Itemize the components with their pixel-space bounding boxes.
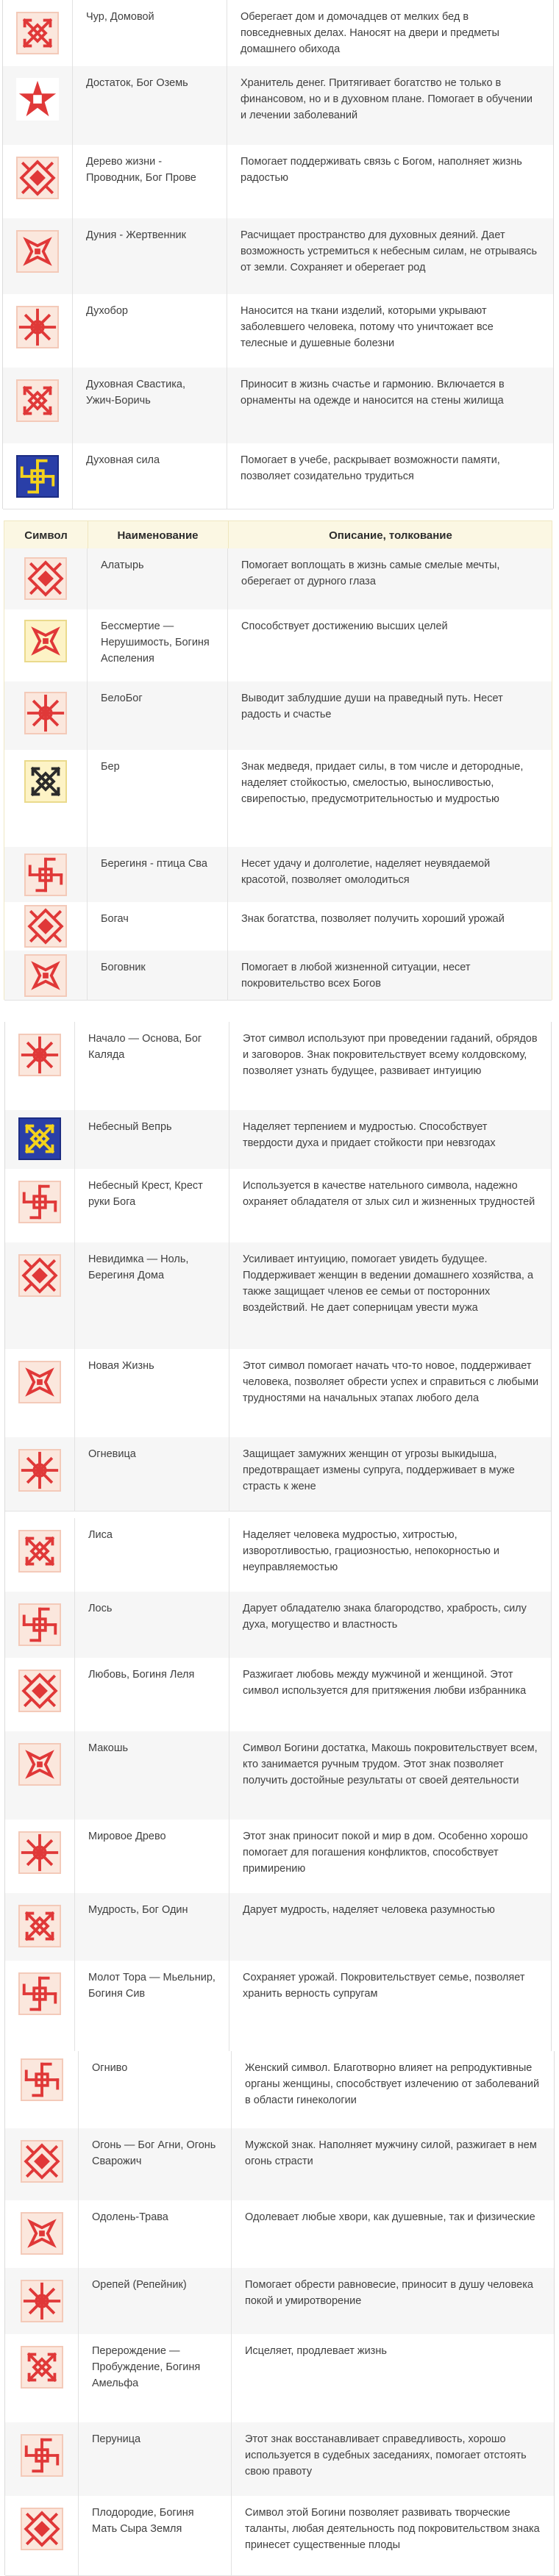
symbol-cell — [5, 1658, 75, 1731]
table-row — [3, 0, 553, 67]
table-row — [5, 2334, 554, 2423]
name-cell: Боговник — [88, 951, 228, 1000]
symbol-cell — [5, 1961, 75, 2051]
table-row — [5, 2200, 554, 2269]
description-cell: Наделяет терпением и мудростью. Способствует твердости духа и придает стойкости при невзгодах — [243, 1121, 496, 1149]
table-row — [3, 368, 553, 444]
name-cell: Одолень-Трава — [79, 2200, 232, 2268]
table-row — [4, 609, 552, 682]
symbol-cell — [5, 2334, 79, 2422]
bereginya-icon — [24, 854, 67, 896]
description-cell: Знак медведя, придает силы, в том числе и детородные, наделяет стойкостью, смелостью, выносливостью, свирепостью, предусмотрительностью и мудростью — [241, 761, 524, 805]
table-row — [5, 1110, 551, 1170]
table-row — [5, 1592, 551, 1659]
table-row — [5, 1349, 551, 1438]
ber-icon — [24, 760, 67, 803]
description-cell: Оберегает дом и домочадцев от мелких бед в повседневных делах. Наносят на двери и предметы домашнего обихода — [241, 11, 499, 55]
nebesnyy-krest-icon — [18, 1181, 61, 1223]
description-cell: Женский символ. Благотворно влияет на репродуктивные органы женщины, способствует излечению от заболеваний в области гинекологии — [245, 2062, 540, 2106]
dukhovnaya-sila-icon — [16, 455, 59, 498]
symbol-cell — [4, 548, 88, 609]
symbol-cell — [5, 2422, 79, 2496]
description-cell: Мужской знак. Наполняет мужчину силой, разжигает в нем огонь страсти — [245, 2139, 537, 2167]
table-row — [4, 681, 552, 751]
name-cell: Небесный Крест, Крест руки Бога — [75, 1169, 229, 1242]
symbol-cell — [5, 1437, 75, 1511]
symbols-table-4 — [4, 2051, 555, 2575]
symbols-table-2 — [4, 520, 552, 1000]
symbol-cell — [5, 1592, 75, 1658]
symbol-cell — [3, 218, 73, 294]
bogach-icon — [24, 905, 67, 948]
name-cell: Бер — [88, 750, 228, 847]
table-row — [4, 951, 552, 1001]
symbol-cell — [5, 1349, 75, 1437]
los-icon — [18, 1603, 61, 1646]
name-cell: Небесный Вепрь — [75, 1110, 229, 1169]
table-body — [4, 1022, 552, 2051]
symbol-cell — [4, 951, 88, 1000]
header-symbol: Символ — [4, 521, 88, 549]
header-name: Наименование — [88, 521, 229, 549]
symbol-cell — [4, 681, 88, 750]
nevidimka-icon — [18, 1254, 61, 1297]
symbol-cell — [4, 902, 88, 951]
description-cell: Символ этой Богини позволяет развивать творческие таланты, любая деятельность под покровительством знака принесет существенные плоды — [245, 2507, 540, 2551]
ognivo-icon — [21, 2058, 63, 2101]
symbol-cell — [5, 1731, 75, 1820]
name-cell: Огневица — [75, 1437, 229, 1511]
description-cell: Хранитель денег. Притягивает богатство не только в финансовом, но и в духовном плане. Помогает в обучении и лечении заболеваний — [241, 77, 533, 121]
description-cell: Помогает поддерживать связь с Богом, наполняет жизнь радостью — [241, 156, 522, 184]
description-cell: Помогает обрести равновесие, приносит в душу человека покой и умиротворение — [245, 2279, 533, 2307]
description-cell: Выводит заблудшие души на праведный путь. Несет радость и счастье — [241, 693, 503, 720]
table-row — [3, 145, 553, 219]
table-row — [4, 902, 552, 951]
name-cell: Чур, Домовой — [73, 0, 227, 66]
name-cell: Любовь, Богиня Леля — [75, 1658, 229, 1731]
table-row — [5, 2422, 554, 2497]
name-cell: Огниво — [79, 2051, 232, 2128]
table-row — [4, 847, 552, 903]
description-cell: Наделяет человека мудростью, хитростью, изворотливостью, грациозностью, непокорностью и неуправляемостью — [243, 1529, 499, 1573]
mudrost-icon — [18, 1905, 61, 1947]
symbol-cell — [5, 2051, 79, 2128]
symbol-cell — [3, 294, 73, 368]
plodorodie-icon — [21, 2508, 63, 2550]
description-cell: Расчищает пространство для духовных деяний. Дает возможность устремиться к небесным силам, не отрываясь от земли. Сохраняет и оберегает род — [241, 229, 538, 273]
name-cell: Алатырь — [88, 548, 228, 609]
table-row — [4, 548, 552, 610]
novaya-zhizn-icon — [18, 1361, 61, 1403]
symbol-cell — [3, 368, 73, 443]
belobog-icon — [24, 692, 67, 734]
table-row — [5, 2268, 554, 2335]
name-cell: Духобор — [73, 294, 227, 368]
name-cell: Макошь — [75, 1731, 229, 1820]
perunitsa-icon — [21, 2434, 63, 2477]
ogon-icon — [21, 2140, 63, 2183]
symbol-cell — [3, 66, 73, 145]
symbol-cell — [5, 1893, 75, 1961]
mirovoe-drevo-icon — [18, 1831, 61, 1874]
name-cell: Новая Жизнь — [75, 1349, 229, 1437]
name-cell: Духовная Свастика, Ужич-Боричь — [73, 368, 227, 443]
description-cell: Символ Богини достатка, Макошь покровительствует всем, кто занимается ручным трудом. Этот знак позволяет получить достойные результаты от своей деятельности — [243, 1742, 538, 1786]
nachalo-icon — [18, 1034, 61, 1076]
makosh-icon — [18, 1743, 61, 1786]
name-cell: Огонь — Бог Агни, Огонь Сварожич — [79, 2128, 232, 2200]
symbol-cell — [5, 1518, 75, 1592]
table-row — [5, 2051, 554, 2129]
symbol-cell — [5, 2268, 79, 2334]
pererozhdenie-icon — [21, 2346, 63, 2389]
name-cell: Мудрость, Бог Один — [75, 1893, 229, 1961]
symbol-cell — [5, 2200, 79, 2268]
description-cell: Этот знак приносит покой и мир в дом. Особенно хорошо помогает для погашения конфликтов, способствует примирению — [243, 1831, 528, 1875]
table-row — [5, 1242, 551, 1350]
ognevitsa-icon — [18, 1449, 61, 1492]
table-row — [5, 1437, 551, 1511]
table-row — [5, 1893, 551, 1961]
table-row — [5, 1658, 551, 1732]
description-cell: Наносится на ткани изделий, которыми укрывают заболевшего человека, потому что уничтожает все телесные и душевные болезни — [241, 305, 494, 349]
description-cell: Помогает воплощать в жизнь самые смелые мечты, оберегает от дурного глаза — [241, 559, 500, 587]
derevo-zhizni-icon — [16, 157, 59, 199]
description-cell: Несет удачу и долголетие, наделяет неувядаемой красотой, позволяет омолодиться — [241, 858, 491, 886]
symbol-cell — [4, 609, 88, 681]
dukhovnaya-svastika-icon — [16, 379, 59, 422]
symbol-cell — [5, 1242, 75, 1349]
symbol-cell — [4, 847, 88, 902]
table-row — [5, 1820, 551, 1894]
description-cell: Разжигает любовь между мужчиной и женщиной. Этот символ используется для притяжения любви избранника — [243, 1669, 527, 1697]
symbol-cell — [3, 443, 73, 509]
name-cell: Плодородие, Богиня Мать Сыра Земля — [79, 2496, 232, 2575]
symbol-cell — [4, 750, 88, 847]
symbols-table-3 — [4, 1022, 552, 2051]
name-cell: Мировое Древо — [75, 1820, 229, 1893]
table-body — [4, 2051, 555, 2575]
table-row — [3, 294, 553, 368]
description-cell: Приносит в жизнь счастье и гармонию. Включается в орнаменты на одежде и наносится на стены жилища — [241, 379, 505, 407]
name-cell: Берегиня - птица Сва — [88, 847, 228, 902]
description-cell: Дарует обладателю знака благородство, храбрость, силу духа, могущество и властность — [243, 1603, 527, 1631]
name-cell: Перуница — [79, 2422, 232, 2496]
description-cell: Этот знак восстанавливает справедливость, хорошо используется в судебных заседаниях, помогает отстоять свою правоту — [245, 2433, 527, 2477]
lisa-icon — [18, 1530, 61, 1573]
name-cell: Дуния - Жертвенник — [73, 218, 227, 294]
name-cell: Достаток, Бог Оземь — [73, 66, 227, 145]
description-cell: Этот символ помогает начать что-то новое, поддерживает человека, позволяет обрести успех и справиться с любыми трудностями на начальных этапах любого дела — [243, 1360, 539, 1404]
duniya-icon — [16, 230, 59, 273]
table-body — [4, 520, 552, 1000]
name-cell: Лось — [75, 1592, 229, 1658]
table-row — [5, 1961, 551, 2052]
table-row — [5, 2128, 554, 2201]
table-row — [4, 750, 552, 848]
name-cell: Начало — Основа, Бог Каляда — [75, 1022, 229, 1110]
symbol-cell — [3, 145, 73, 218]
table-row — [5, 1169, 551, 1243]
name-cell: Духовная сила — [73, 443, 227, 509]
name-cell: Невидимка — Ноль, Берегиня Дома — [75, 1242, 229, 1349]
description-cell: Усиливает интуицию, помогает увидеть будущее. Поддерживает женщин в ведении домашнего хозяйства, а также защищает членов ее семьи от посторонних воздействий. Не дает соперницам увести мужа — [243, 1253, 534, 1314]
dukhobor-icon — [16, 306, 59, 348]
description-cell: Знак богатства, позволяет получить хороший урожай — [241, 913, 505, 925]
name-cell: Богач — [88, 902, 228, 951]
bogovnik-icon — [24, 954, 67, 997]
bessmertie-icon — [24, 620, 67, 662]
description-cell: Дарует мудрость, наделяет человека разумностью — [243, 1904, 495, 1916]
table-header — [4, 520, 552, 550]
symbol-cell — [5, 2496, 79, 2575]
name-cell: Молот Тора — Мьельнир, Богиня Сив — [75, 1961, 229, 2051]
table-row — [3, 218, 553, 295]
name-cell: Орепей (Репейник) — [79, 2268, 232, 2334]
symbols-table-1 — [2, 0, 554, 509]
odolen-trava-icon — [21, 2212, 63, 2255]
symbol-cell — [5, 2128, 79, 2200]
description-cell: Сохраняет урожай. Покровительствует семье, позволяет хранить верность супругам — [243, 1972, 525, 2000]
name-cell: Бессмертие — Нерушимость, Богиня Аспеления — [88, 609, 228, 681]
name-cell: Перерождение — Пробуждение, Богиня Амельфа — [79, 2334, 232, 2422]
description-cell: Защищает замужних женщин от угрозы выкидыша, предотвращает измены супруга, поддерживает в муже страсть к жене — [243, 1448, 515, 1492]
symbol-cell — [5, 1022, 75, 1110]
description-cell: Помогает в учебе, раскрывает возможности памяти, позволяет созидательно трудиться — [241, 454, 500, 482]
symbol-cell — [3, 0, 73, 66]
chur-domovoy-icon — [16, 12, 59, 54]
description-cell: Исцеляет, продлевает жизнь — [245, 2345, 387, 2357]
symbol-cell — [5, 1820, 75, 1893]
description-cell: Помогает в любой жизненной ситуации, несет покровительство всех Богов — [241, 962, 471, 990]
name-cell: БелоБог — [88, 681, 228, 750]
lyubov-icon — [18, 1670, 61, 1712]
table-row — [5, 1022, 551, 1111]
name-cell: Дерево жизни - Проводник, Бог Прове — [73, 145, 227, 218]
dostatok-icon — [16, 78, 59, 121]
alatyr-icon — [24, 557, 67, 600]
table-row — [3, 443, 553, 509]
name-cell: Лиса — [75, 1518, 229, 1592]
description-cell: Используется в качестве нательного символа, надежно охраняет обладателя от злых сил и жизненных трудностей — [243, 1180, 535, 1208]
nebesnyy-vepr-icon — [18, 1117, 61, 1160]
table-row — [3, 66, 553, 146]
description-cell: Одолевает любые хвори, как душевные, так и физические — [245, 2211, 535, 2223]
table-row — [5, 1731, 551, 1820]
description-cell: Этот символ используют при проведении гаданий, обрядов и заговоров. Знак покровительствует всему колдовскому, позволяет узнать будущее, развивает интуицию — [243, 1033, 538, 1077]
symbol-cell — [5, 1169, 75, 1242]
orepey-icon — [21, 2280, 63, 2322]
description-cell: Способствует достижению высших целей — [241, 620, 448, 632]
header-description: Описание, толкование — [329, 529, 452, 542]
table-row — [5, 1518, 551, 1592]
table-row — [5, 2496, 554, 2576]
molot-tora-icon — [18, 1972, 61, 2015]
table-body — [2, 0, 554, 509]
symbol-cell — [5, 1110, 75, 1169]
